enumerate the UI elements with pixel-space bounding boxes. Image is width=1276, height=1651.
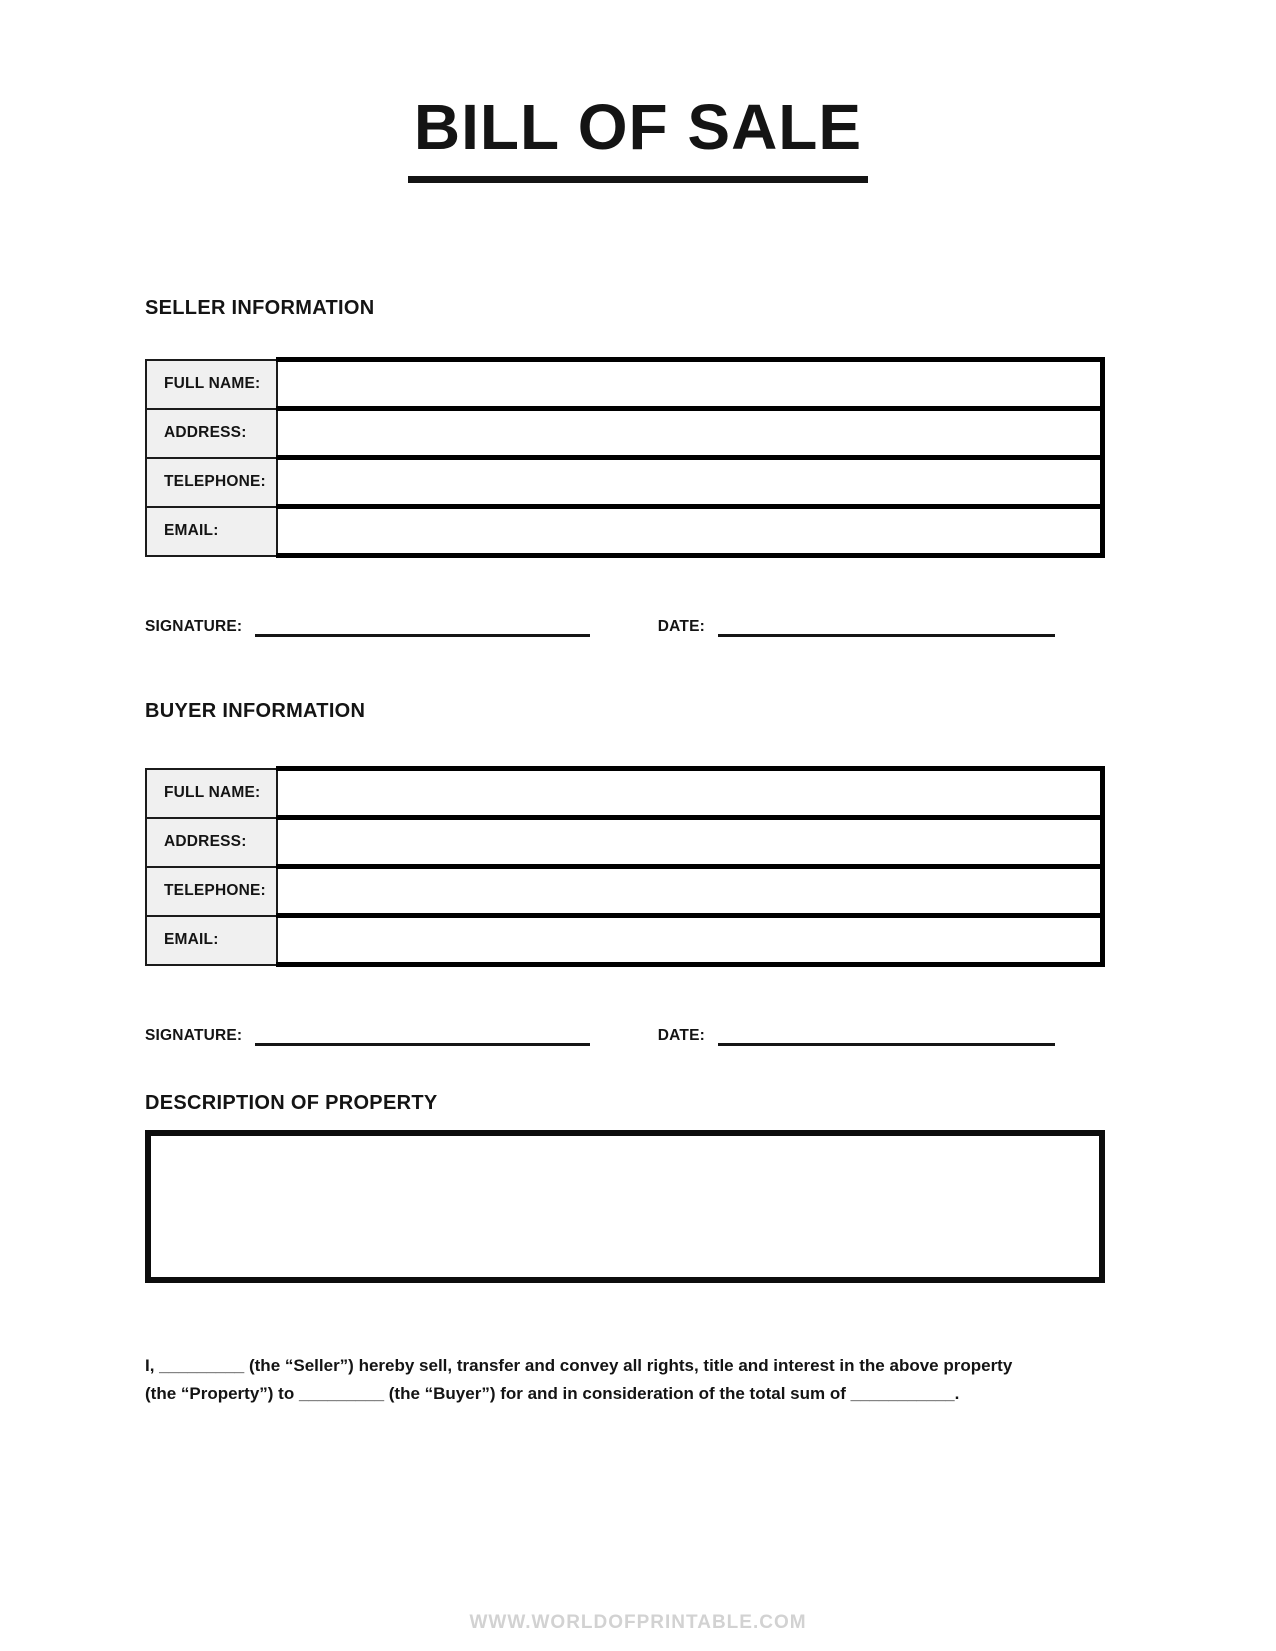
seller-signature-row xyxy=(145,618,1055,637)
buyer-telephone-field[interactable] xyxy=(277,867,1103,916)
footer-website-url: WWW.WORLDOFPRINTABLE.COM xyxy=(469,1612,807,1633)
seller-signature-group xyxy=(145,618,590,637)
table-row xyxy=(146,769,1103,818)
buyer-signature-group xyxy=(145,1027,590,1046)
table-row xyxy=(146,360,1103,409)
table-row xyxy=(146,818,1103,867)
table-row xyxy=(146,867,1103,916)
buyer-signature-line[interactable] xyxy=(255,1038,590,1046)
seller-email-field[interactable] xyxy=(277,507,1103,556)
buyer-signature-label: SIGNATURE: xyxy=(145,1027,243,1044)
buyer-date-group xyxy=(658,1027,1055,1046)
property-section-heading: DESCRIPTION OF PROPERTY xyxy=(145,1092,438,1114)
seller-date-label: DATE: xyxy=(657,618,705,635)
seller-info-table xyxy=(145,357,1105,558)
seller-telephone-field[interactable] xyxy=(277,458,1103,507)
legal-text xyxy=(145,1352,1145,1408)
seller-date-line[interactable] xyxy=(718,629,1055,637)
seller-full-name-label: FULL NAME: xyxy=(146,360,277,409)
seller-address-field[interactable] xyxy=(277,409,1103,458)
seller-signature-line[interactable] xyxy=(255,629,590,637)
seller-signature-label: SIGNATURE: xyxy=(145,618,243,635)
buyer-full-name-field[interactable] xyxy=(277,769,1103,818)
seller-full-name-field[interactable] xyxy=(277,360,1103,409)
table-row xyxy=(146,458,1103,507)
seller-section-heading: SELLER INFORMATION xyxy=(145,297,375,319)
property-description-box[interactable] xyxy=(145,1130,1105,1283)
seller-date-group xyxy=(658,618,1055,637)
legal-text-line-1: I, _________ (the “Seller”) hereby sell, transfer and convey all rights, title and interest in the above property xyxy=(145,1356,1013,1375)
buyer-telephone-label: TELEPHONE: xyxy=(146,867,277,916)
table-row xyxy=(146,409,1103,458)
buyer-signature-row xyxy=(145,1027,1055,1046)
buyer-info-table xyxy=(145,766,1105,967)
seller-address-label: ADDRESS: xyxy=(146,409,277,458)
buyer-date-line[interactable] xyxy=(718,1038,1055,1046)
page-title: BILL OF SALE xyxy=(413,91,863,163)
table-row xyxy=(146,916,1103,965)
table-row xyxy=(146,507,1103,556)
title-underline-divider xyxy=(408,176,868,183)
buyer-section-heading: BUYER INFORMATION xyxy=(145,700,366,722)
seller-telephone-label: TELEPHONE: xyxy=(146,458,277,507)
title-block xyxy=(0,92,1276,183)
buyer-full-name-label: FULL NAME: xyxy=(146,769,277,818)
seller-email-label: EMAIL: xyxy=(146,507,277,556)
buyer-email-label: EMAIL: xyxy=(146,916,277,965)
buyer-address-label: ADDRESS: xyxy=(146,818,277,867)
legal-text-line-2: (the “Property”) to _________ (the “Buyer”) for and in consideration of the total sum of ___________. xyxy=(145,1384,960,1403)
buyer-address-field[interactable] xyxy=(277,818,1103,867)
buyer-email-field[interactable] xyxy=(277,916,1103,965)
buyer-date-label: DATE: xyxy=(657,1027,705,1044)
